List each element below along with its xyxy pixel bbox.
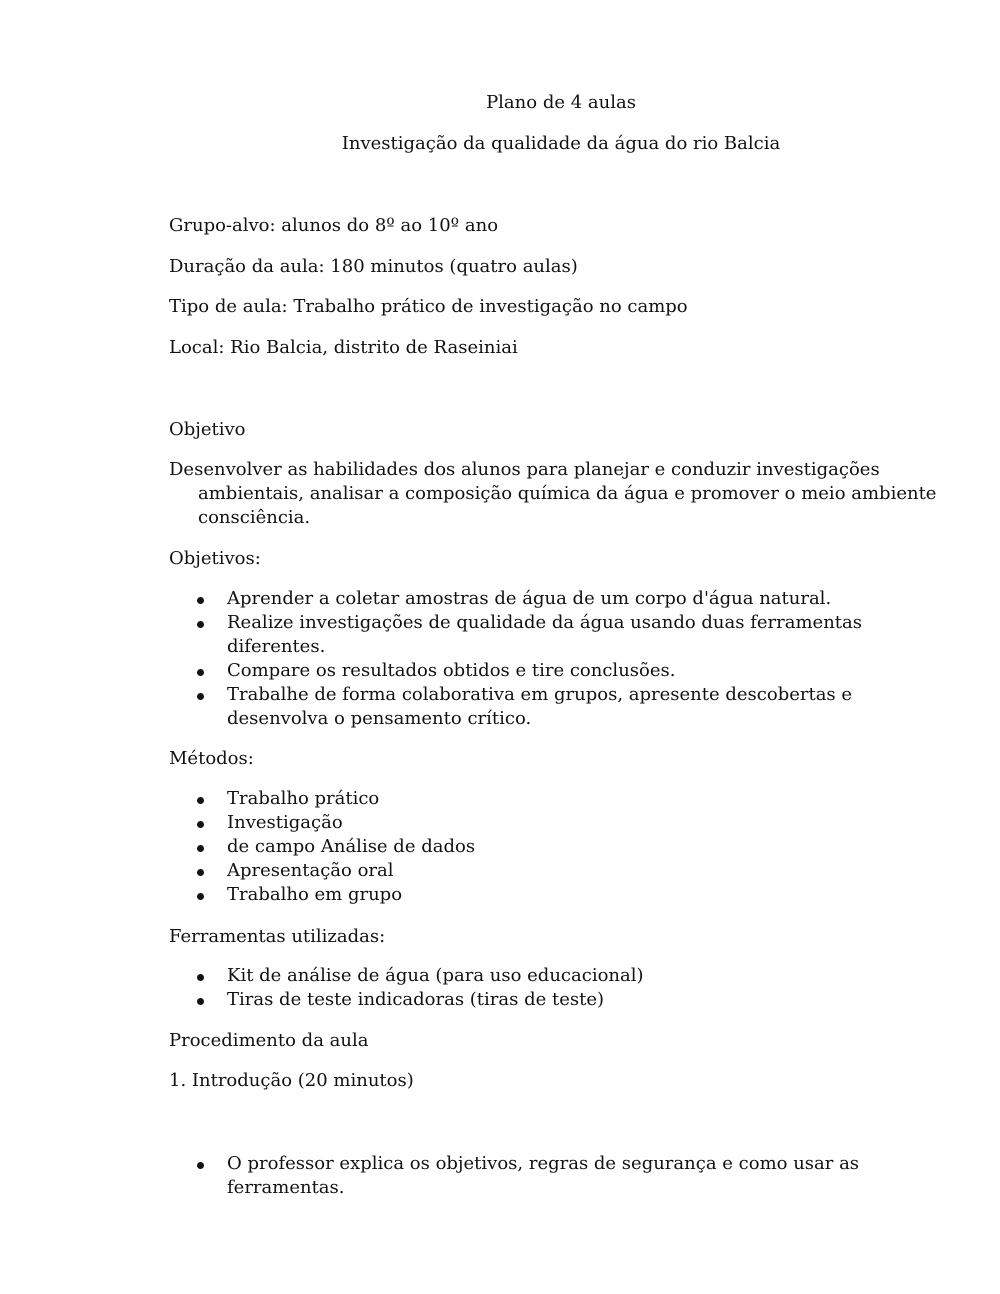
goal-heading: Objetivo xyxy=(169,419,246,440)
document-subtitle: Investigação da qualidade da água do rio Balcia xyxy=(341,133,781,154)
list-item: Compare os resultados obtidos e tire conclusões. xyxy=(169,659,889,683)
bullet-icon xyxy=(197,893,204,900)
bullet-icon xyxy=(197,597,204,604)
document-title: Plano de 4 aulas xyxy=(486,92,636,113)
procedure-heading: Procedimento da aula xyxy=(169,1030,369,1051)
list-item: Investigação xyxy=(169,811,889,835)
list-item: Trabalho em grupo xyxy=(169,883,889,907)
list-item: O professor explica os objetivos, regras de segurança e como usar as ferramentas. xyxy=(169,1152,889,1200)
lesson-type: Tipo de aula: Trabalho prático de investigação no campo xyxy=(169,296,688,317)
list-item: Realize investigações de qualidade da água usando duas ferramentas diferentes. xyxy=(169,611,889,659)
bullet-icon xyxy=(197,821,204,828)
list-item: Aprender a coletar amostras de água de um corpo d'água natural. xyxy=(169,587,889,611)
objectives-list xyxy=(169,587,889,731)
bullet-icon xyxy=(197,974,204,981)
methods-list xyxy=(169,787,889,907)
bullet-icon xyxy=(197,1162,204,1169)
list-item: de campo Análise de dados xyxy=(169,835,889,859)
list-item: Trabalho prático xyxy=(169,787,889,811)
tools-heading: Ferramentas utilizadas: xyxy=(169,926,386,947)
methods-heading: Métodos: xyxy=(169,748,254,769)
goal-text: Desenvolver as habilidades dos alunos para planejar e conduzir investigações ambientais, analisar a composição química da água e promover o meio ambiente consciência. xyxy=(169,459,937,528)
bullet-icon xyxy=(197,845,204,852)
lesson-location: Local: Rio Balcia, distrito de Raseiniai xyxy=(169,337,518,358)
list-item: Tiras de teste indicadoras (tiras de teste) xyxy=(169,988,889,1012)
target-group: Grupo-alvo: alunos do 8º ao 10º ano xyxy=(169,215,499,236)
bullet-icon xyxy=(197,669,204,676)
list-item: Kit de análise de água (para uso educacional) xyxy=(169,964,889,988)
procedure-step-1: 1. Introdução (20 minutos) xyxy=(169,1070,414,1091)
bullet-icon xyxy=(197,797,204,804)
list-item: Apresentação oral xyxy=(169,859,889,883)
lesson-duration: Duração da aula: 180 minutos (quatro aulas) xyxy=(169,256,578,277)
bullet-icon xyxy=(197,869,204,876)
list-item: Trabalhe de forma colaborativa em grupos, apresente descobertas e desenvolva o pensamento crítico. xyxy=(169,683,889,731)
bullet-icon xyxy=(197,693,204,700)
tools-list xyxy=(169,964,889,1012)
objectives-heading: Objetivos: xyxy=(169,548,261,569)
procedure-list xyxy=(169,1152,889,1200)
bullet-icon xyxy=(197,998,204,1005)
bullet-icon xyxy=(197,621,204,628)
